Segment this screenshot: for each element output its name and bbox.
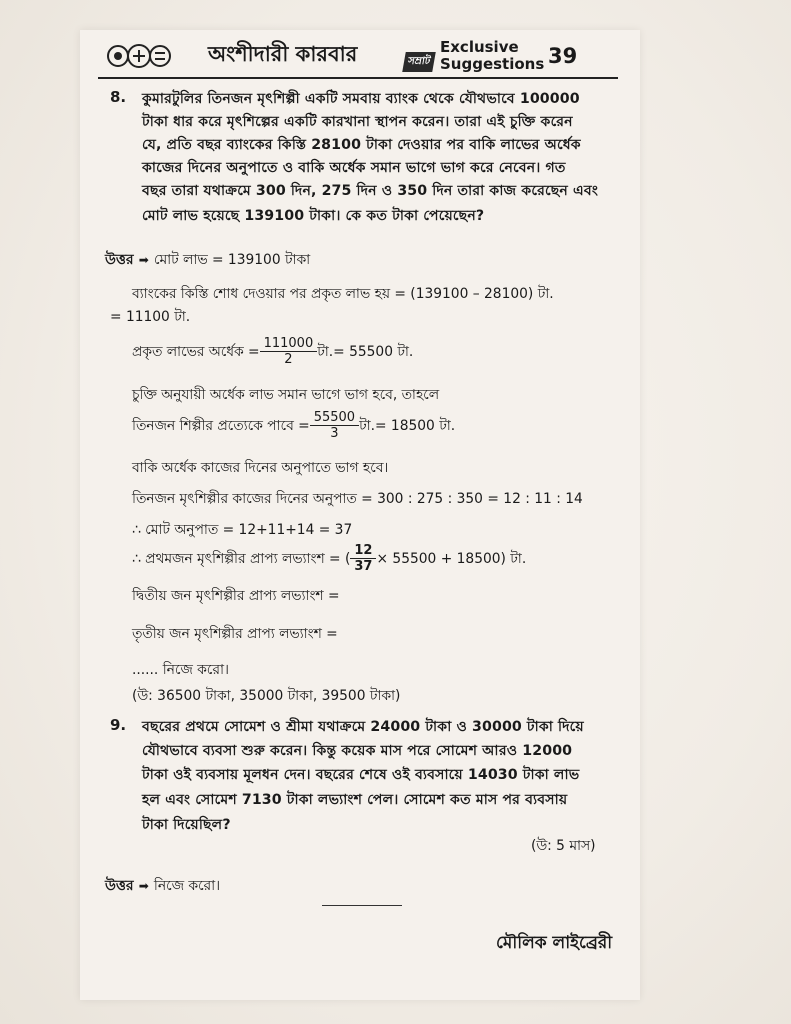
brand-badge: সম্রাট [402,52,436,72]
question-9-line: হল এবং সোমেশ 7130 টাকা লভ্যাংশ পেল। সোমেশ কত মাস পর ব্যবসায় [142,792,568,808]
half-profit-fraction [260,336,318,367]
total-profit: মোট লাভ = 139100 টাকা [153,252,311,268]
question-9-line: টাকা দিয়েছিল? [142,817,231,833]
half-profit-prefix: প্রকৃত লাভের অর্ধেক = [132,343,260,360]
question-8-answer: (উ: 36500 টাকা, 35000 টাকা, 39500 টাকা) [132,688,401,704]
net-profit-line: ব্যাংকের কিস্তি শোধ দেওয়ার পর প্রকৃত লাভ হয় = (139100 – 28100) টা. [132,286,554,302]
fraction-denominator: 2 [284,352,293,367]
fraction-denominator: 3 [330,426,339,441]
solution-9-header [105,874,220,898]
fraction-numerator: 12 [350,543,376,559]
each-share-suffix: টা.= 18500 টা. [359,417,456,434]
end-divider [322,905,402,906]
header-divider [98,77,618,79]
question-9-answer: (উ: 5 মাস) [531,838,596,854]
first-share-row [132,543,526,574]
half-profit-suffix: টা.= 55500 টা. [317,343,414,360]
ratio-line: তিনজন মৃৎশিল্পীর কাজের দিনের অনুপাত = 300 : 275 : 350 = 12 : 11 : 14 [132,491,583,507]
publisher-logo-icon [104,38,174,74]
third-share-line: তৃতীয় জন মৃৎশিল্পীর প্রাপ্য লভ্যাংশ = [132,626,338,642]
page-number: 39 [548,44,578,68]
question-9-line: বছরের প্রথমে সোমেশ ও শ্রীমা যথাক্রমে 24000 টাকা ও 30000 টাকা দিয়ে [142,719,584,735]
question-8-line: কাজের দিনের অনুপাতে ও বাকি অর্ধেক সমান ভাগে ভাগ করে নেবেন। গত [142,160,566,176]
question-9-number: 9. [110,716,127,734]
publisher-name: মৌলিক লাইব্রেরী [496,933,613,953]
first-share-suffix: × 55500 + 18500) টা. [376,550,527,567]
suggestions-label: Suggestions [440,55,545,73]
question-9-line: যৌথভাবে ব্যবসা শুরু করেন। কিন্তু কয়েক মাস পরে সোমেশ আরও 12000 [142,743,573,759]
answer-label: উত্তর [105,252,134,268]
total-ratio: ∴ মোট অনুপাত = 12+11+14 = 37 [132,522,353,538]
first-share-prefix: ∴ প্রথমজন মৃৎশিল্পীর প্রাপ্য লভ্যাংশ = ( [132,550,351,567]
question-8-line: টাকা ধার করে মৃৎশিল্পের একটি কারখানা স্থাপন করেন। তারা এই চুক্তি করেন [142,114,573,130]
question-8-line: মোট লাভ হয়েছে 139100 টাকা। কে কত টাকা পেয়েছেন? [142,208,485,224]
fraction-denominator: 37 [354,559,373,574]
question-9-line: টাকা ওই ব্যবসায় মূলধন দেন। বছরের শেষে ওই ব্যবসায়ে 14030 টাকা লাভ [142,767,580,783]
half-profit-row [132,336,413,367]
answer-label: উত্তর [105,878,134,894]
self-do-note: ...... নিজে করো। [132,662,229,678]
ratio-note: বাকি অর্ধেক কাজের দিনের অনুপাতে ভাগ হবে। [132,460,389,476]
arrow-right-icon: ➡ [138,253,149,267]
question-8-number: 8. [110,88,127,106]
question-8-line: বছর তারা যথাক্রমে 300 দিন, 275 দিন ও 350 দিন তারা কাজ করেছেন এবং [142,183,599,199]
each-share-fraction [310,410,359,441]
each-share-prefix: তিনজন শিল্পীর প্রত্যেকে পাবে = [132,417,310,434]
each-share-row [132,410,455,441]
first-share-fraction [350,543,376,574]
equal-share-note: চুক্তি অনুযায়ী অর্ধেক লাভ সমান ভাগে ভাগ হবে, তাহলে [132,387,440,403]
fraction-numerator: 55500 [310,410,359,426]
net-profit-result: = 11100 টা. [110,309,191,325]
question-8-line: যে, প্রতি বছর ব্যাংকের কিস্তি 28100 টাকা দেওয়ার পর বাকি লাভের অর্ধেক [142,137,581,153]
second-share-line: দ্বিতীয় জন মৃৎশিল্পীর প্রাপ্য লভ্যাংশ = [132,588,340,604]
arrow-right-icon: ➡ [138,879,149,893]
question-8-line: কুমারটুলির তিনজন মৃৎশিল্পী একটি সমবায় ব্যাংক থেকে যৌথভাবে 100000 [142,91,580,107]
solution-9-text: নিজে করো। [153,878,221,894]
solution-8-header [105,248,310,272]
fraction-numerator: 111000 [260,336,318,352]
exclusive-label: Exclusive [440,38,519,56]
chapter-title: অংশীদারী কারবার [208,42,358,66]
